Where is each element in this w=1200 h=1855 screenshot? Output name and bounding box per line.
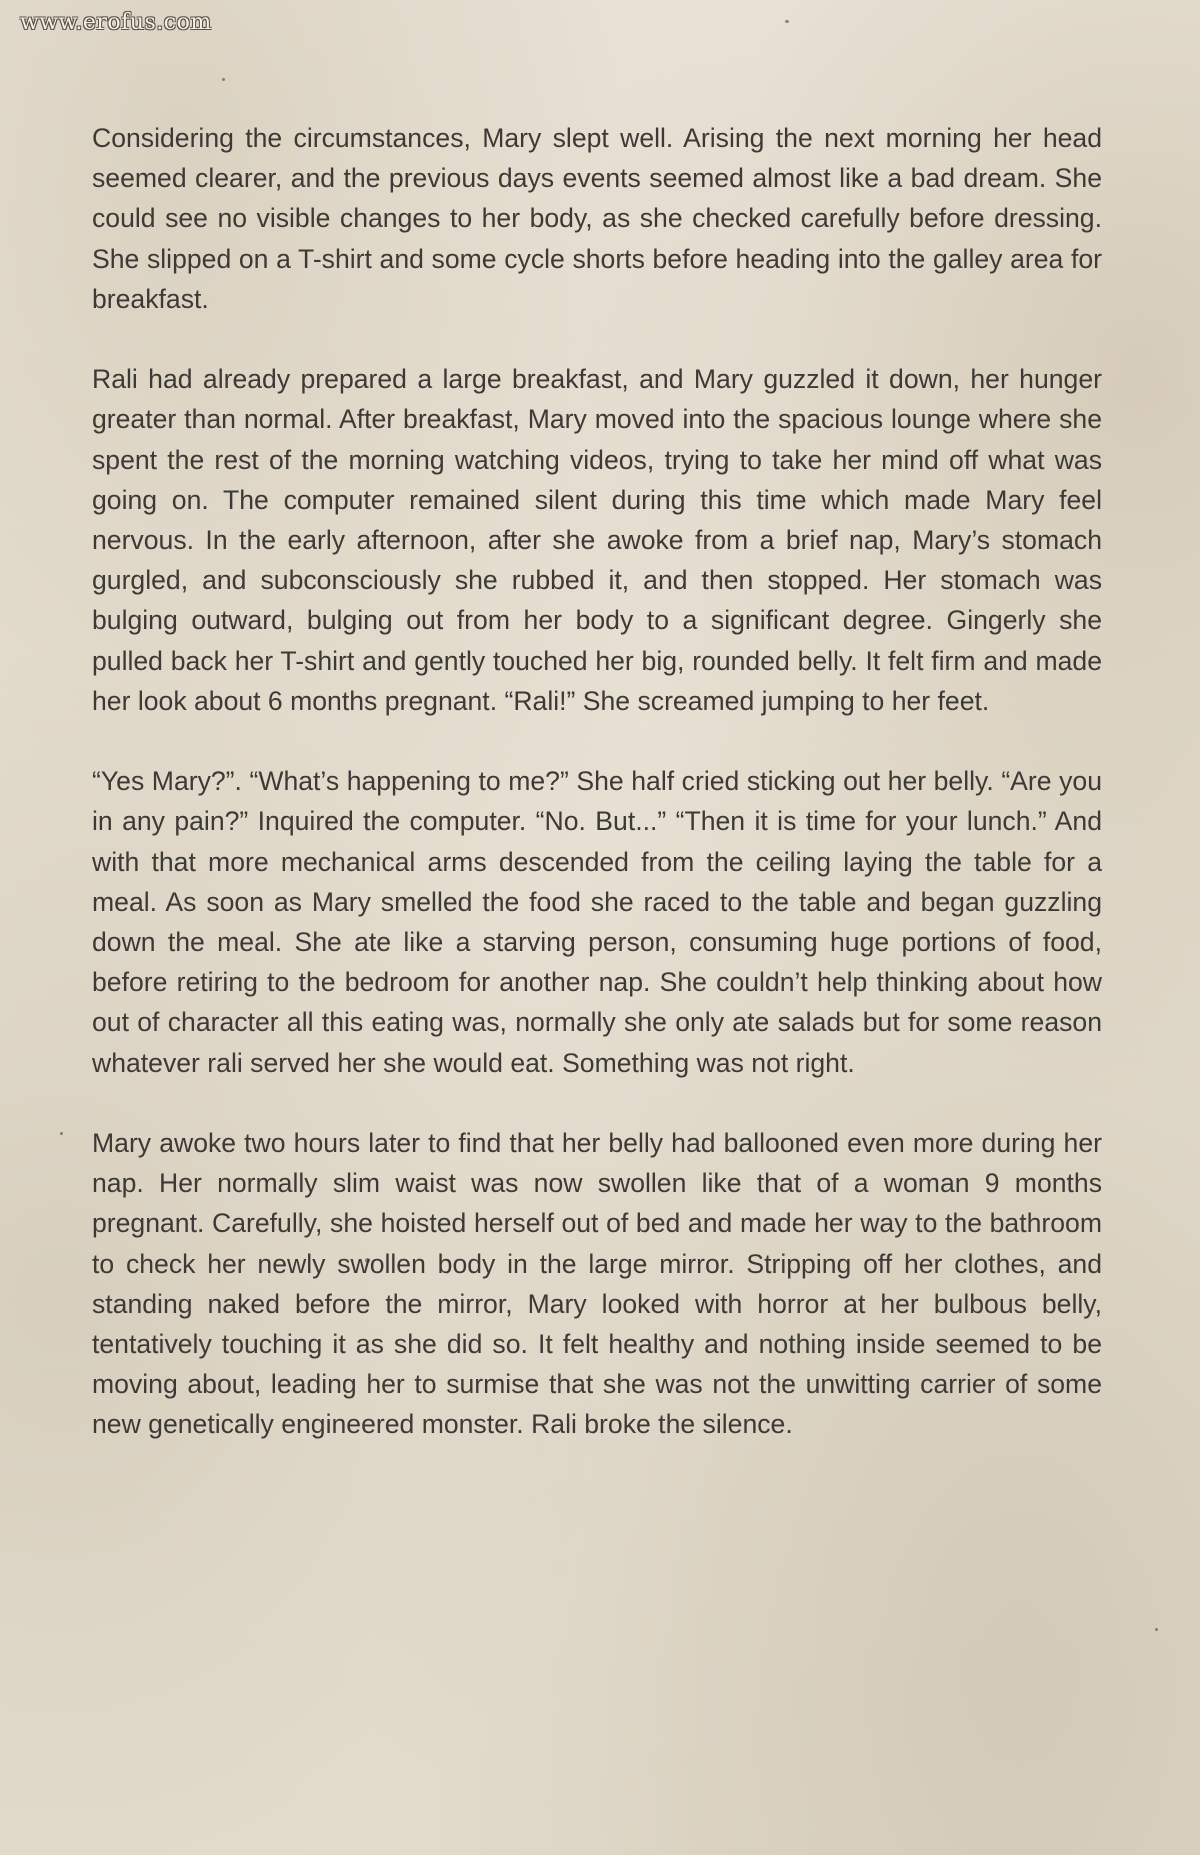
paper-speck (60, 1132, 63, 1135)
paper-speck (785, 20, 789, 23)
paragraph-1: Considering the circumstances, Mary slept well. Arising the next morning her head seemed clearer, and the previous days events seemed almost like a bad dream. She could see no visible changes to her body, as she checked carefully before dressing. She slipped on a T-shirt and some cycle shorts before heading into the galley area for breakfast. (92, 123, 1102, 314)
paper-speck (1155, 1628, 1158, 1631)
watermark: www.erofus.com (20, 10, 212, 35)
paper-speck (222, 78, 225, 81)
paragraph-2: Rali had already prepared a large breakfast, and Mary guzzled it down, her hunger greater than normal. After breakfast, Mary moved into the spacious lounge where she spent the rest of the morning watching videos, trying to take her mind off what was going on. The computer remained silent during this time which made Mary feel nervous. In the early afternoon, after she awoke from a brief nap, Mary’s stomach gurgled, and subconsciously she rubbed it, and then stopped. Her stomach was bulging outward, bulging out from her body to a significant degree. Gingerly she pulled back her T-shirt and gently touched her big, rounded belly. It felt firm and made her look about 6 months pregnant. “Rali!” She screamed jumping to her feet. (92, 364, 1102, 716)
paragraph-4: Mary awoke two hours later to find that her belly had ballooned even more during her nap. Her normally slim waist was now swollen like that of a woman 9 months pregnant. Carefully, she hoisted herself out of bed and made her way to the bathroom to check her newly swollen body in the large mirror. Stripping off her clothes, and standing naked before the mirror, Mary looked with horror at her bulbous belly, tentatively touching it as she did so. It felt healthy and nothing inside seemed to be moving about, leading her to surmise that she was not the unwitting carrier of some new genetically engineered monster. Rali broke the silence. (92, 1128, 1102, 1440)
paragraph-3: “Yes Mary?”. “What’s happening to me?” She half cried sticking out her belly. “Are you in any pain?” Inquired the computer. “No. But...” “Then it is time for your lunch.” And with that more mechanical arms descended from the ceiling laying the table for a meal. As soon as Mary smelled the food she raced to the table and began guzzling down the meal. She ate like a starving person, consuming huge portions of food, before retiring to the bedroom for another nap. She couldn’t help thinking about how out of character all this eating was, normally she only ate salads but for some reason whatever rali served her she would eat. Something was not right. (92, 766, 1102, 1078)
body-text (92, 118, 1102, 1445)
